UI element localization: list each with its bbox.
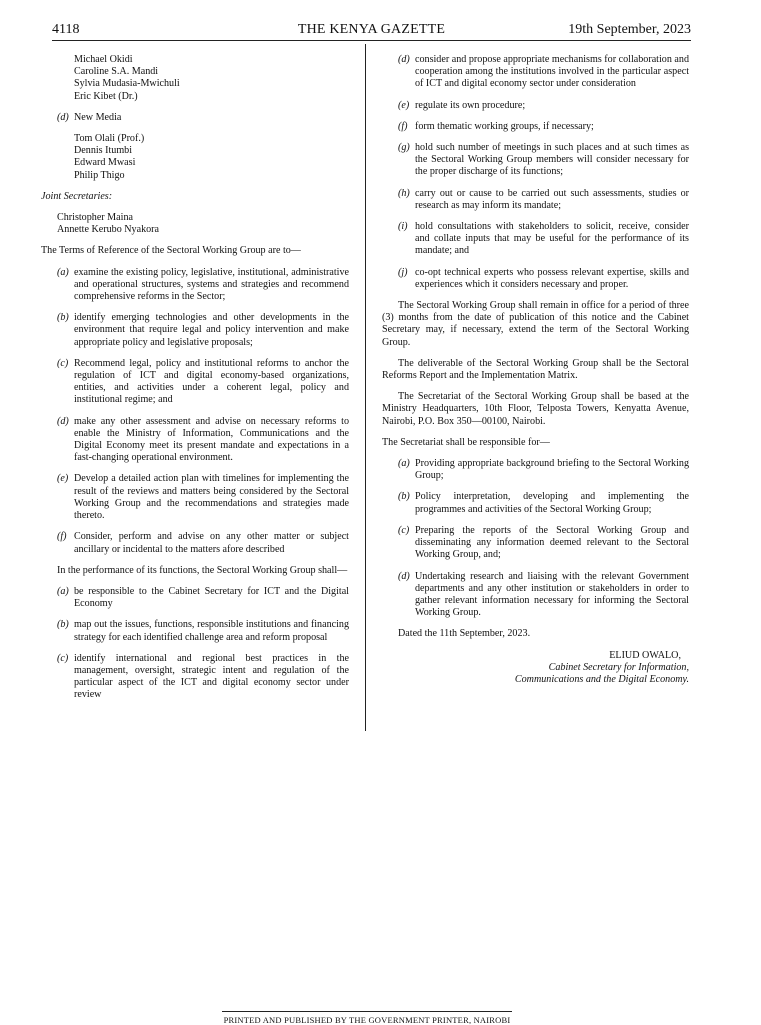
function-item (57, 653, 349, 702)
item-label: (f) (398, 120, 408, 132)
item-text: New Media (74, 111, 122, 123)
member-name: Sylvia Mudasia-Mwichuli (74, 78, 180, 90)
item-label: (d) (398, 570, 410, 582)
tor-item (57, 473, 349, 522)
item-label: (h) (398, 187, 410, 199)
secretariat-paragraph: The Secretariat of the Sectoral Working Group shall be based at the Ministry Headquarters, 10th Floor, Telposta Towers, Kenyatta Avenue, Nairobi, P.O. Box 350—00100, Nairobi. (382, 391, 689, 427)
item-label: (c) (57, 357, 69, 369)
functions-intro: In the performance of its functions, the Sectoral Working Group shall— (57, 564, 348, 576)
column-divider (365, 44, 366, 731)
item-text: consider and propose appropriate mechanisms for collaboration and cooperation among the institutions involved in the particular aspect of ICT and digital economy sector under consideration (415, 54, 689, 90)
signatory-name: ELIUD OWALO, (609, 649, 681, 661)
function-item (398, 100, 689, 112)
function-item (398, 54, 689, 91)
item-text: hold such number of meetings in such places and at such times as the Sectoral Working Group members will consider necessary for the proper discharge of its functions; (415, 142, 689, 178)
item-label: (a) (57, 266, 69, 278)
member-name: Dennis Itumbi (74, 145, 133, 157)
secretariat-item (398, 491, 689, 515)
signatory-title: Communications and the Digital Economy. (514, 673, 689, 685)
signatory-title: Cabinet Secretary for Information, (548, 661, 689, 673)
item-text: examine the existing policy, legislative, institutional, administrative and operational structures, systems and strategies and recommend comprehensive reforms in the Sector; (74, 266, 349, 303)
joint-secretaries-heading: Joint Secretaries: (41, 190, 113, 202)
function-item (57, 586, 349, 610)
member-name: Edward Mwasi (74, 157, 136, 169)
item-text: regulate its own procedure; (415, 99, 526, 111)
tor-item (57, 416, 349, 465)
item-text: identify international and regional best practices in the management, oversight, strategic intent and regulation of the particular aspect of the ICT and digital economy sector under review (74, 652, 349, 701)
function-item (398, 267, 689, 291)
item-text: co-opt technical experts who possess relevant expertise, skills and experiences which it considers necessary and proper. (415, 266, 689, 290)
group-c-members (74, 54, 349, 103)
function-item (57, 619, 349, 643)
secretariat-intro: The Secretariat shall be responsible for— (382, 436, 550, 448)
tor-item (57, 358, 349, 407)
item-label: (d) (57, 111, 69, 123)
function-item (398, 188, 689, 212)
joint-secretaries (57, 212, 349, 236)
item-text: hold consultations with stakeholders to solicit, receive, consider and collate inputs that may be useful for the performance of its mandate; and (415, 221, 689, 257)
item-label: (b) (57, 619, 69, 631)
item-text: Preparing the reports of the Sectoral Working Group and disseminating any information deemed relevant to the Sectoral Working Group, and; (415, 524, 689, 561)
item-text: Providing appropriate background briefing to the Sectoral Working Group; (415, 458, 689, 482)
term-paragraph: The Sectoral Working Group shall remain in office for a period of three (3) months from the date of publication of this notice and the Cabinet Secretary may, if necessary, extend the term of the Sectoral Working Group. (382, 300, 689, 348)
group-d-heading (57, 112, 349, 124)
item-label: (b) (398, 491, 410, 503)
item-text: form thematic working groups, if necessary; (415, 120, 594, 132)
tor-item (57, 531, 349, 555)
secretariat-item (398, 525, 689, 562)
item-label: (e) (398, 99, 410, 111)
printer-footer: PRINTED AND PUBLISHED BY THE GOVERNMENT PRINTER, NAIROBI (222, 1011, 512, 1025)
page-header (52, 22, 691, 41)
item-label: (e) (57, 473, 69, 485)
secretariat-item (398, 458, 689, 482)
item-label: (d) (398, 54, 410, 65)
item-label: (d) (57, 415, 69, 427)
tor-item (57, 312, 349, 349)
item-text: Policy interpretation, developing and implementing the programmes and activities of the Sectoral Working Group; (415, 491, 689, 515)
issue-date: 19th September, 2023 (568, 22, 691, 37)
item-label: (c) (57, 652, 69, 664)
member-name: Philip Thigo (74, 169, 125, 181)
tor-item (57, 267, 349, 304)
secretariat-item (398, 571, 689, 620)
item-text: map out the issues, functions, responsible institutions and financing strategy for each identified challenge area and reform proposal (74, 619, 349, 643)
function-item (398, 121, 689, 133)
item-label: (c) (398, 524, 410, 536)
secretary-name: Christopher Maina (57, 212, 133, 224)
item-text: identify emerging technologies and other developments in the environment that require legal and policy intervention and make appropriate policy and legislative proposals; (74, 312, 349, 348)
member-name: Tom Olali (Prof.) (74, 133, 145, 145)
gazette-title: THE KENYA GAZETTE (297, 22, 446, 37)
item-label: (b) (57, 312, 69, 324)
item-text: Consider, perform and advise on any other matter or subject ancillary or incidental to the matters afore described (74, 531, 349, 555)
dated-line: Dated the 11th September, 2023. (398, 628, 531, 640)
item-label: (j) (398, 266, 408, 278)
secretary-name: Annette Kerubo Nyakora (57, 224, 160, 236)
member-name: Eric Kibet (Dr.) (74, 90, 138, 102)
right-column (382, 54, 689, 686)
item-label: (a) (57, 585, 69, 597)
member-name: Michael Okidi (74, 54, 133, 65)
item-label: (g) (398, 142, 410, 154)
item-label: (f) (57, 531, 67, 543)
member-name: Caroline S.A. Mandi (74, 66, 159, 78)
item-text: Undertaking research and liaising with the relevant Government departments and any other institution or stakeholders in order to gather relevant information necessary for informing the Sectoral Working Group. (415, 570, 689, 619)
deliverable-paragraph: The deliverable of the Sectoral Working Group shall be the Sectoral Reforms Report and the Implementation Matrix. (382, 357, 689, 382)
item-text: make any other assessment and advise on necessary reforms to enable the Ministry of Information, Communications and the Digital Economy meet its present mandate and expectations in a fast-changing operational environment. (74, 415, 349, 464)
tor-intro: The Terms of Reference of the Sectoral Working Group are to— (41, 245, 301, 257)
left-column (41, 54, 349, 711)
item-text: Develop a detailed action plan with timelines for implementing the result of the reviews and matters being considered by the Sectoral Working Group and the recommendations and strategies made thereto. (74, 473, 349, 522)
item-text: be responsible to the Cabinet Secretary for ICT and the Digital Economy (74, 585, 349, 610)
function-item (398, 142, 689, 179)
page-number: 4118 (52, 22, 80, 37)
item-label: (i) (398, 221, 408, 233)
item-text: carry out or cause to be carried out such assessments, studies or research as may inform its mandate; (415, 187, 689, 211)
function-item (398, 221, 689, 258)
signature-block (382, 650, 689, 687)
group-d-members (74, 133, 349, 182)
item-label: (a) (398, 458, 410, 470)
item-text: Recommend legal, policy and institutional reforms to anchor the regulation of ICT and digital economy-based organizations, entities, and activities under a coherent legal, policy and institutional regime; and (74, 357, 349, 406)
